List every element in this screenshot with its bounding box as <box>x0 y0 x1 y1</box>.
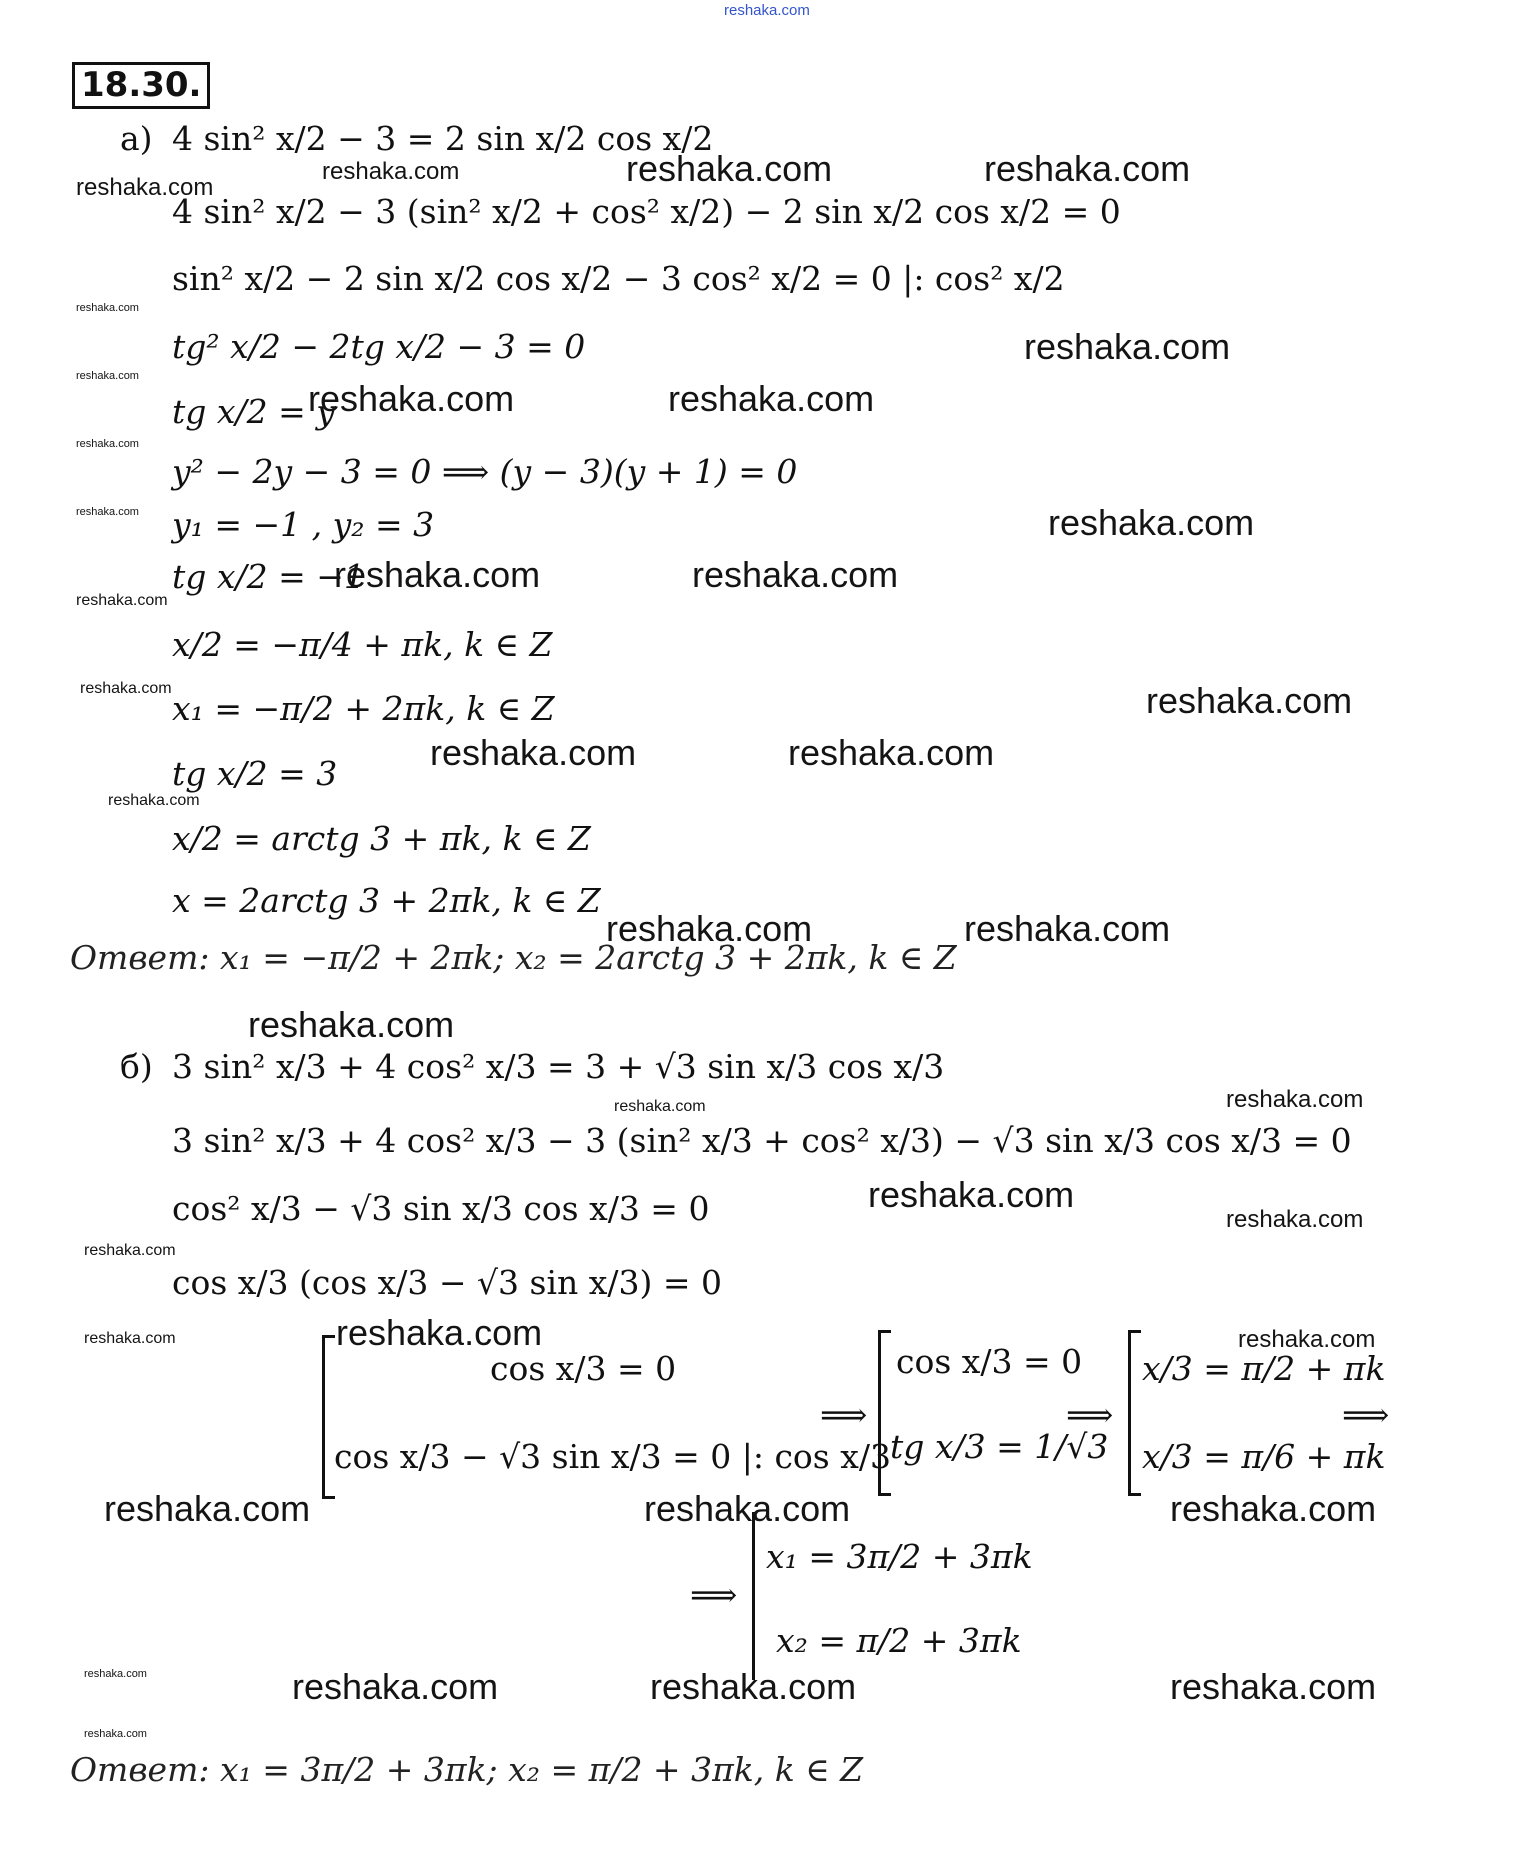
watermark[interactable]: reshaka.com <box>1170 1488 1377 1529</box>
part-a-line-5: tg x/2 = y <box>172 392 335 431</box>
watermark[interactable]: reshaka.com <box>650 1666 857 1707</box>
part-b-answer: Ответ: x₁ = 3π/2 + 3πk; x₂ = π/2 + 3πk, k ∈ Z <box>70 1750 864 1789</box>
system-4-eq-2: x₂ = π/2 + 3πk <box>776 1621 1022 1660</box>
watermark[interactable]: reshaka.com <box>84 1668 147 1680</box>
watermark[interactable]: reshaka.com <box>292 1666 499 1707</box>
watermark[interactable]: reshaka.com <box>76 302 139 314</box>
watermark[interactable]: reshaka.com <box>248 1004 455 1045</box>
watermark[interactable]: reshaka.com <box>1238 1326 1376 1353</box>
part-a-line-2: 4 sin² x/2 − 3 (sin² x/2 + cos² x/2) − 2 sin x/2 cos x/2 = 0 <box>172 192 1121 231</box>
problem-number: 18.30. <box>72 62 210 109</box>
part-a-line-6: y² − 2y − 3 = 0 ⟹ (y − 3)(y + 1) = 0 <box>172 452 798 491</box>
part-b-label: б) <box>120 1047 153 1086</box>
watermark[interactable]: reshaka.com <box>76 592 168 609</box>
system-3-eq-2: x/3 = π/6 + πk <box>1142 1437 1386 1476</box>
arrow-3: ⟹ <box>1342 1395 1390 1434</box>
watermark[interactable]: reshaka.com <box>80 680 172 697</box>
watermark[interactable]: reshaka.com <box>668 378 875 419</box>
watermark[interactable]: reshaka.com <box>1226 1086 1364 1113</box>
watermark[interactable]: reshaka.com <box>308 378 515 419</box>
watermark[interactable]: reshaka.com <box>1048 502 1255 543</box>
top-watermark[interactable]: reshaka.com <box>724 2 810 19</box>
part-b-line-4: cos x/3 (cos x/3 − √3 sin x/3) = 0 <box>172 1263 722 1302</box>
watermark[interactable]: reshaka.com <box>334 554 541 595</box>
part-a-line-9: x/2 = −π/4 + πk, k ∈ Z <box>172 625 553 664</box>
system-3-eq-1: x/3 = π/2 + πk <box>1142 1349 1386 1388</box>
part-a-line-4: tg² x/2 − 2tg x/2 − 3 = 0 <box>172 327 586 366</box>
system-1-eq-1: cos x/3 = 0 <box>490 1349 677 1388</box>
watermark[interactable]: reshaka.com <box>430 732 637 773</box>
watermark[interactable]: reshaka.com <box>1024 326 1231 367</box>
watermark[interactable]: reshaka.com <box>104 1488 311 1529</box>
watermark[interactable]: reshaka.com <box>984 148 1191 189</box>
watermark[interactable]: reshaka.com <box>614 1098 706 1115</box>
watermark[interactable]: reshaka.com <box>1146 680 1353 721</box>
system-4-eq-1: x₁ = 3π/2 + 3πk <box>766 1537 1033 1576</box>
watermark[interactable]: reshaka.com <box>868 1174 1075 1215</box>
part-a-line-1: 4 sin² x/2 − 3 = 2 sin x/2 cos x/2 <box>172 119 714 158</box>
system-4-bracket <box>752 1512 755 1680</box>
system-2-eq-1: cos x/3 = 0 <box>896 1342 1083 1381</box>
part-a-line-8: tg x/2 = −1 <box>172 557 365 596</box>
watermark[interactable]: reshaka.com <box>626 148 833 189</box>
watermark[interactable]: reshaka.com <box>84 1242 176 1259</box>
part-a-line-12: x/2 = arctg 3 + πk, k ∈ Z <box>172 819 591 858</box>
part-a-label: а) <box>120 119 153 158</box>
system-1-eq-2: cos x/3 − √3 sin x/3 = 0 |: cos x/3 <box>334 1437 891 1476</box>
part-a-line-13: x = 2arctg 3 + 2πk, k ∈ Z <box>172 881 601 920</box>
part-a-line-3: sin² x/2 − 2 sin x/2 cos x/2 − 3 cos² x/2 = 0 |: cos² x/2 <box>172 259 1065 298</box>
part-b-line-1: 3 sin² x/3 + 4 cos² x/3 = 3 + √3 sin x/3 cos x/3 <box>172 1047 945 1086</box>
watermark[interactable]: reshaka.com <box>84 1330 176 1347</box>
watermark[interactable]: reshaka.com <box>644 1488 851 1529</box>
part-a-line-10: x₁ = −π/2 + 2πk, k ∈ Z <box>172 689 555 728</box>
watermark[interactable]: reshaka.com <box>1170 1666 1377 1707</box>
system-3-bracket <box>1128 1330 1141 1496</box>
watermark[interactable]: reshaka.com <box>1226 1206 1364 1233</box>
watermark[interactable]: reshaka.com <box>336 1312 543 1353</box>
watermark[interactable]: reshaka.com <box>76 506 139 518</box>
watermark[interactable]: reshaka.com <box>788 732 995 773</box>
watermark[interactable]: reshaka.com <box>322 158 460 185</box>
part-b-line-3: cos² x/3 − √3 sin x/3 cos x/3 = 0 <box>172 1189 710 1228</box>
watermark[interactable]: reshaka.com <box>76 370 139 382</box>
watermark[interactable]: reshaka.com <box>76 438 139 450</box>
watermark[interactable]: reshaka.com <box>606 908 813 949</box>
arrow-1: ⟹ <box>820 1395 868 1434</box>
system-2-bracket <box>878 1330 891 1496</box>
part-a-line-7: y₁ = −1 , y₂ = 3 <box>172 505 435 544</box>
arrow-4: ⟹ <box>690 1575 738 1614</box>
watermark[interactable]: reshaka.com <box>76 174 214 201</box>
watermark[interactable]: reshaka.com <box>692 554 899 595</box>
part-a-line-11: tg x/2 = 3 <box>172 754 338 793</box>
part-b-line-2: 3 sin² x/3 + 4 cos² x/3 − 3 (sin² x/3 + cos² x/3) − √3 sin x/3 cos x/3 = 0 <box>172 1121 1352 1160</box>
watermark[interactable]: reshaka.com <box>108 792 200 809</box>
part-a-answer: Ответ: x₁ = −π/2 + 2πk; x₂ = 2arctg 3 + 2πk, k ∈ Z <box>70 938 957 977</box>
system-2-eq-2: tg x/3 = 1/√3 <box>890 1427 1109 1466</box>
arrow-2: ⟹ <box>1066 1395 1114 1434</box>
watermark[interactable]: reshaka.com <box>84 1728 147 1740</box>
watermark[interactable]: reshaka.com <box>964 908 1171 949</box>
